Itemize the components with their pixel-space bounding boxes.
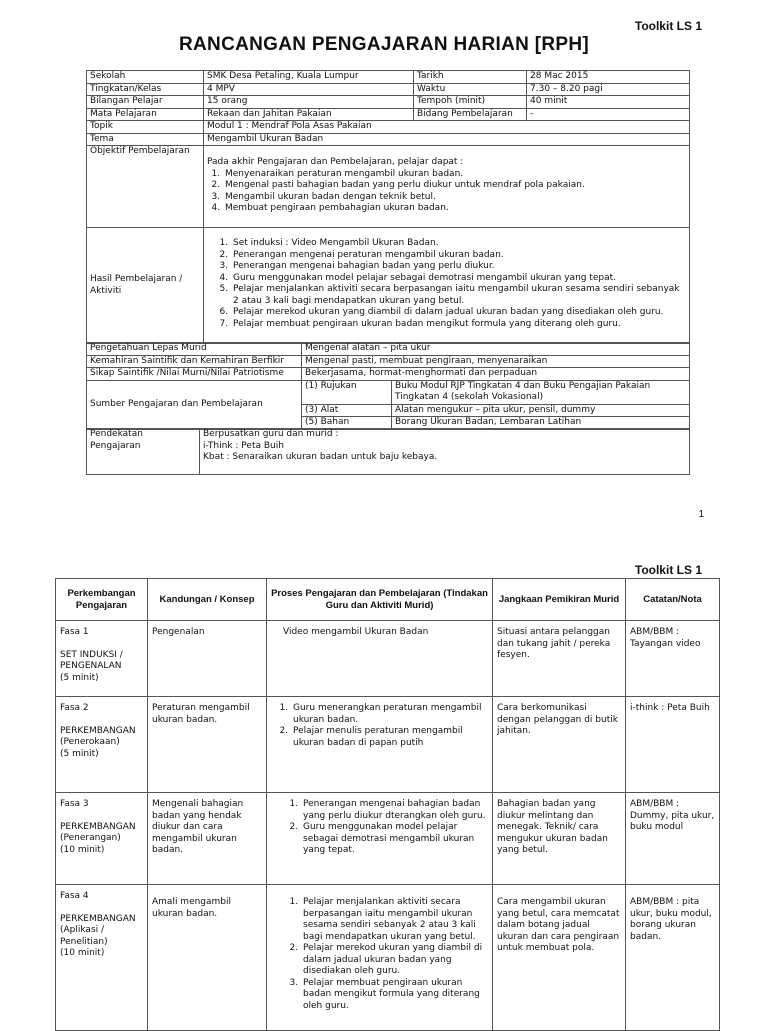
list-item: 1. Set induksi : Video Mengambil Ukuran Badan. <box>231 238 686 250</box>
cell-jangkaan: Cara mengambil ukuran yang betul, cara memcatat dalam botang jadual ukuran dan cara pengiraan untuk membuat pola. <box>493 885 626 1031</box>
cell-jangkaan: Situasi antara pelanggan dan tukang jahit / pereka fesyen. <box>493 621 626 697</box>
cell-catatan: ABM/BBM : Dummy, pita ukur, buku modul <box>626 793 720 885</box>
label-sumber: Sumber Pengajaran dan Pembelajaran <box>87 380 302 429</box>
value-pendekatan <box>200 429 690 475</box>
list-item: 2. Guru menggunakan model pelajar sebagai demotrasi mengambil ukuran yang tepat. <box>301 822 488 857</box>
label-lepas: Pengetahuan Lepas Murid <box>87 343 302 356</box>
cell-fasa-1 <box>56 621 148 697</box>
label-tema: Tema <box>87 133 204 146</box>
label-bilangan: Bilangan Pelajar <box>87 96 204 109</box>
list-item: 3. Penerangan mengenai bahagian badan yang perlu diukur. <box>231 261 686 273</box>
table-row <box>87 228 690 344</box>
value-rujukan: Buku Modul RJP Tingkatan 4 dan Buku Pengajian Pakaian Tingkatan 4 (sekolah Vokasional) <box>392 380 690 404</box>
cell-proses <box>267 697 493 793</box>
cell-fasa-4 <box>56 885 148 1031</box>
value-kelas: 4 MPV <box>204 83 414 96</box>
label-bidang: Bidang Pembelajaran <box>414 108 527 121</box>
cell-kandungan: Pengenalan <box>148 621 267 697</box>
fasa-sub: (Penerangan) <box>60 833 121 843</box>
proses-list <box>271 703 488 749</box>
label-sekolah: Sekolah <box>87 71 204 84</box>
list-item: 2. Penerangan mengenai peraturan mengambil ukuran badan. <box>231 250 686 262</box>
cell-catatan: ABM/BBM : Tayangan video <box>626 621 720 697</box>
fasa-phase: PERKEMBANGAN <box>60 821 136 832</box>
fasa-time: (10 minit) <box>60 844 105 855</box>
value-waktu: 7.30 – 8.20 pagi <box>527 83 690 96</box>
table-row <box>87 429 690 475</box>
cell-proses <box>267 885 493 1031</box>
value-tarikh: 28 Mac 2015 <box>527 71 690 84</box>
header-kandungan: Kandungan / Konsep <box>148 579 267 621</box>
fasa-sub: (Aplikasi / Penelitian) <box>60 925 108 947</box>
toolkit-label: Toolkit LS 1 <box>634 19 702 33</box>
pendekatan-line: Berpusatkan guru dan murid : <box>203 429 339 439</box>
label-bahan: (5) Bahan <box>302 417 392 430</box>
fasa-number: Fasa 1 <box>60 627 89 637</box>
rph-pendekatan-table <box>86 428 690 475</box>
cell-kandungan: Peraturan mengambil ukuran badan. <box>148 697 267 793</box>
fasa-time: (5 minit) <box>60 672 99 683</box>
hasil-label: Hasil Pembelajaran / Aktiviti <box>90 274 183 296</box>
table-row <box>87 133 690 146</box>
fasa-phase: PERKEMBANGAN <box>60 725 136 736</box>
header-perkembangan: Perkembangan Pengajaran <box>56 579 148 621</box>
label-kemahiran: Kemahiran Saintifik dan Kemahiran Berfikir <box>87 355 302 368</box>
cell-fasa-2 <box>56 697 148 793</box>
value-sekolah: SMK Desa Petaling, Kuala Lumpur <box>204 71 414 84</box>
fasa-sub: (Penerokaan) <box>60 737 120 747</box>
cell-catatan: i-think : Peta Buih <box>626 697 720 793</box>
list-item: 2. Pelajar merekod ukuran yang diambil di dalam jadual ukuran badan yang disediakan oleh guru. <box>301 943 488 978</box>
pendekatan-line: i-Think : Peta Buih <box>203 440 284 451</box>
rph-detail-table <box>86 342 690 430</box>
header-jangkaan: Jangkaan Pemikiran Murid <box>493 579 626 621</box>
list-item: 2. Pelajar menulis peraturan mengambil ukuran badan di papan putih <box>291 726 488 749</box>
table-row <box>87 343 690 356</box>
value-lepas: Mengenal alatan – pita ukur <box>302 343 690 356</box>
cell-jangkaan: Bahagian badan yang diukur melintang dan menegak. Teknik/ cara mengukur ukuran badan yang betul. <box>493 793 626 885</box>
value-hasil <box>204 228 690 344</box>
label-kelas: Tingkatan/Kelas <box>87 83 204 96</box>
value-kemahiran: Mengenal pasti, membuat pengiraan, menyenaraikan <box>302 355 690 368</box>
label-waktu: Waktu <box>414 83 527 96</box>
value-bahan: Borang Ukuran Badan, Lembaran Latihan <box>392 417 690 430</box>
value-sikap: Bekerjasama, hormat-menghormati dan perpaduan <box>302 368 690 381</box>
toolkit-label-2: Toolkit LS 1 <box>634 563 702 577</box>
value-objektif <box>204 146 690 228</box>
label-alat: (3) Alat <box>302 404 392 417</box>
fasa-number: Fasa 2 <box>60 703 89 713</box>
list-item: 1. Menyenaraikan peraturan mengambil ukuran badan. <box>223 169 686 181</box>
table-header-row <box>56 579 720 621</box>
cell-catatan: ABM/BBM : pita ukur, buku modul, borang ukuran badan. <box>626 885 720 1031</box>
table-row <box>87 83 690 96</box>
fasa-phase: SET INDUKSI / PENGENALAN <box>60 649 123 671</box>
table-row <box>87 96 690 109</box>
table-row <box>56 697 720 793</box>
table-row <box>56 793 720 885</box>
lesson-phase-table <box>55 578 720 1031</box>
cell-jangkaan: Cara berkomunikasi dengan pelanggan di butik jahitan. <box>493 697 626 793</box>
value-bidang: - <box>527 108 690 121</box>
cell-fasa-3 <box>56 793 148 885</box>
value-topik: Modul 1 : Mendraf Pola Asas Pakaian <box>204 121 690 134</box>
table-row <box>87 71 690 84</box>
list-item: 3. Mengambil ukuran badan dengan teknik betul. <box>223 192 686 204</box>
value-alat: Alatan mengukur – pita ukur, pensil, dummy <box>392 404 690 417</box>
label-topik: Topik <box>87 121 204 134</box>
fasa-time: (5 minit) <box>60 748 99 759</box>
pendekatan-line: Kbat : Senaraikan ukuran badan untuk baju kebaya. <box>203 452 438 462</box>
list-item: 1. Guru menerangkan peraturan mengambil ukuran badan. <box>291 703 488 726</box>
rph-info-table <box>86 70 690 344</box>
table-row <box>56 885 720 1031</box>
fasa-number: Fasa 4 <box>60 891 89 901</box>
list-item: 4. Membuat pengiraan pembahagian ukuran badan. <box>223 203 686 215</box>
fasa-time: (10 minit) <box>60 948 105 958</box>
header-catatan: Catatan/Nota <box>626 579 720 621</box>
table-row <box>87 146 690 228</box>
value-tempoh: 40 minit <box>527 96 690 109</box>
list-item: 1. Penerangan mengenai bahagian badan yang perlu diukur dterangkan oleh guru. <box>301 799 488 822</box>
objektif-intro: Pada akhir Pengajaran dan Pembelajaran, pelajar dapat : <box>207 157 464 167</box>
table-row <box>56 621 720 697</box>
label-hasil <box>87 228 204 344</box>
table-row <box>87 108 690 121</box>
list-item: 3. Pelajar membuat pengiraan ukuran badan mengikut formula yang diterang oleh guru. <box>301 978 488 1013</box>
list-item: 1. Pelajar menjalankan aktiviti secara berpasangan iaitu mengambil ukuran sesama sendiri sebanyak 2 atau 3 kali bagi mendapatkan ukuran yang betul. <box>301 897 488 943</box>
label-sikap: Sikap Saintifik /Nilai Murni/Nilai Patriotisme <box>87 368 302 381</box>
list-item: 5. Pelajar menjalankan aktiviti secara berpasangan iaitu mengambil ukuran sesama sendiri sebanyak 2 atau 3 kali bagi mendapatkan ukuran yang betul. <box>231 284 686 307</box>
cell-proses: Video mengambil Ukuran Badan <box>267 621 493 697</box>
label-pendekatan: Pendekatan Pengajaran <box>87 429 200 475</box>
label-objektif: Objektif Pembelajaran <box>87 146 204 228</box>
table-row <box>87 368 690 381</box>
cell-proses <box>267 793 493 885</box>
table-row <box>87 121 690 134</box>
list-item: 7. Pelajar membuat pengiraan ukuran badan mengikut formula yang diterang oleh guru. <box>231 319 686 331</box>
list-item: 2. Mengenal pasti bahagian badan yang perlu diukur untuk mendraf pola pakaian. <box>223 180 686 192</box>
label-tempoh: Tempoh (minit) <box>414 96 527 109</box>
proses-list <box>271 897 488 1012</box>
hasil-list <box>207 238 686 330</box>
proses-list <box>271 799 488 857</box>
label-rujukan: (1) Rujukan <box>302 380 392 404</box>
objektif-list <box>207 169 686 215</box>
page-number: 1 <box>698 509 704 520</box>
cell-kandungan: Mengenali bahagian badan yang hendak diukur dan cara mengambil ukuran badan. <box>148 793 267 885</box>
value-tema: Mengambil Ukuran Badan <box>204 133 690 146</box>
table-row <box>87 380 690 404</box>
header-proses: Proses Pengajaran dan Pembelajaran (Tindakan Guru dan Aktiviti Murid) <box>267 579 493 621</box>
fasa-phase: PERKEMBANGAN <box>60 913 136 924</box>
list-item: 6. Pelajar merekod ukuran yang diambil di dalam jadual ukuran badan yang disediakan oleh guru. <box>231 307 686 319</box>
label-tarikh: Tarikh <box>414 71 527 84</box>
label-mata: Mata Pelajaran <box>87 108 204 121</box>
value-bilangan: 15 orang <box>204 96 414 109</box>
list-item: 4. Guru menggunakan model pelajar sebagai demotrasi mengambil ukuran yang tepat. <box>231 273 686 285</box>
cell-kandungan: Amali mengambil ukuran badan. <box>148 885 267 1031</box>
page-title: RANCANGAN PENGAJARAN HARIAN [RPH] <box>179 34 589 55</box>
table-row <box>87 355 690 368</box>
value-mata: Rekaan dan Jahitan Pakaian <box>204 108 414 121</box>
fasa-number: Fasa 3 <box>60 799 89 809</box>
